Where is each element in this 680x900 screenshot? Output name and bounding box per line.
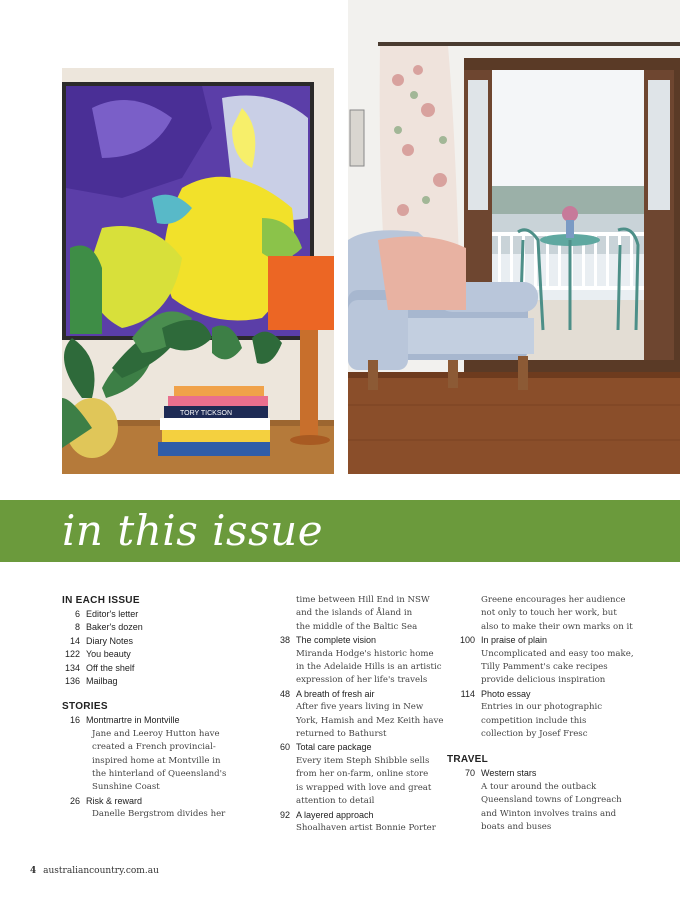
contents-column-3: [447, 594, 634, 835]
entry-page-number: 8: [74, 622, 80, 633]
entry-page-number: 6: [74, 609, 80, 619]
description-line: from her on-farm, online store: [296, 769, 429, 780]
page-number: 4: [30, 866, 37, 876]
contents-entry[interactable]: [262, 741, 437, 754]
entry-page-number: 114: [460, 688, 475, 699]
entry-description-continued: [262, 594, 437, 634]
entry-title: The complete vision: [296, 635, 377, 646]
entry-description: [62, 808, 252, 821]
entry-title: In praise of plain: [481, 635, 548, 646]
contents-entry[interactable]: [62, 648, 252, 661]
page-footer: [30, 866, 159, 876]
description-line: and Winton involves trains and: [481, 808, 617, 819]
description-line: the hinterland of Queensland's: [92, 769, 227, 780]
entry-page-number: 134: [64, 662, 80, 673]
description-line: After five years living in New: [296, 702, 424, 713]
entry-title: Diary Notes: [86, 635, 134, 646]
description-line: competition include this: [481, 715, 587, 726]
description-line: returned to Bathurst: [296, 729, 387, 740]
entry-page-number: 14: [69, 635, 80, 646]
contents-column-2: [262, 594, 444, 835]
entry-page-number: 136: [64, 676, 80, 687]
entry-page-number: 48: [279, 688, 290, 699]
entry-title: Off the shelf: [86, 662, 135, 673]
svg-text:TORY TICKSON: TORY TICKSON: [180, 410, 232, 417]
photo-painting-still-life: [62, 68, 334, 474]
description-line: collection by Josef Fresc: [481, 729, 588, 740]
section-heading-in-each-issue: IN EACH ISSUE: [62, 595, 140, 606]
description-line: inspired home at Montville in: [92, 755, 221, 766]
contents-entry[interactable]: [62, 675, 252, 688]
entry-title: Risk & reward: [86, 795, 143, 806]
description-line: is wrapped with love and great: [296, 782, 432, 793]
entry-description: [262, 701, 444, 741]
contents-entry[interactable]: [447, 688, 622, 701]
description-line: and the islands of Åland in: [296, 608, 413, 619]
description-line: time between Hill End in NSW: [296, 595, 430, 605]
armchair-scene-illustration: [348, 0, 680, 474]
description-line: Danelle Bergstrom divides her: [92, 809, 226, 820]
entry-description: [262, 648, 442, 688]
contents-entry[interactable]: [62, 621, 252, 634]
entry-description: [447, 781, 622, 835]
description-line: attention to detail: [296, 796, 375, 807]
entry-title: Photo essay: [481, 688, 531, 699]
description-line: Tilly Pamment's cake recipes: [481, 662, 608, 673]
entry-title: Total care package: [296, 742, 372, 753]
contents-entry[interactable]: [262, 634, 437, 647]
photo-armchair-veranda: [348, 0, 680, 474]
section-heading-stories: STORIES: [62, 701, 108, 713]
entry-page-number: 122: [64, 649, 80, 660]
description-line: boats and buses: [481, 822, 552, 833]
description-line: A tour around the outback: [481, 781, 597, 792]
entry-title: Mailbag: [86, 676, 118, 687]
entry-description: [262, 822, 437, 835]
description-line: Queensland towns of Longreach: [481, 795, 622, 806]
description-line: also to make their own marks on it: [481, 621, 633, 632]
description-line: Jane and Leeroy Hutton have: [92, 728, 220, 739]
contents-entry[interactable]: [62, 714, 252, 727]
description-line: Sunshine Coast: [92, 782, 160, 793]
entry-page-number: 70: [464, 768, 475, 779]
entry-description: [447, 648, 634, 688]
contents-entry[interactable]: [447, 767, 622, 780]
entry-title: Baker's dozen: [86, 622, 143, 633]
description-line: Every item Steph Shibble sells: [296, 755, 430, 766]
entry-description: [62, 728, 252, 795]
contents-column-1: [62, 594, 252, 822]
description-line: the middle of the Baltic Sea: [296, 621, 418, 632]
contents-entry[interactable]: [262, 688, 437, 701]
entry-title: A breath of fresh air: [296, 688, 375, 699]
description-line: not only to touch her work, but: [481, 608, 617, 619]
entry-page-number: 26: [69, 795, 80, 806]
description-line: created a French provincial-: [92, 742, 216, 753]
entry-title: Montmartre in Montville: [86, 715, 180, 726]
entry-page-number: 92: [279, 809, 290, 820]
description-line: provide delicious inspiration: [481, 675, 606, 686]
contents-entry[interactable]: [262, 809, 437, 822]
entry-page-number: 38: [279, 635, 290, 646]
entry-description: [262, 755, 437, 809]
description-line: Miranda Hodge's historic home: [296, 648, 434, 659]
entry-title: Editor's letter: [86, 609, 139, 619]
contents-entry[interactable]: [62, 795, 252, 808]
website-link[interactable]: australiancountry.com.au: [43, 866, 159, 876]
entry-title: A layered approach: [296, 809, 374, 820]
entry-title: You beauty: [86, 649, 131, 660]
contents-entry[interactable]: [447, 634, 622, 647]
entry-page-number: 60: [279, 742, 290, 753]
entry-description: [447, 701, 622, 741]
banner-title: in this issue: [62, 506, 324, 555]
contents-entry[interactable]: [62, 608, 252, 621]
entry-page-number: 100: [459, 635, 475, 646]
description-line: York, Hamish and Mez Keith have: [296, 715, 444, 726]
entry-title: Western stars: [481, 768, 537, 779]
description-line: Entries in our photographic: [481, 702, 603, 713]
description-line: Uncomplicated and easy too make,: [481, 648, 634, 659]
contents-entry[interactable]: [62, 662, 252, 675]
description-line: Shoalhaven artist Bonnie Porter: [296, 822, 436, 833]
description-line: in the Adelaide Hills is an artistic: [296, 662, 442, 673]
description-line: expression of her life's travels: [296, 675, 428, 686]
entry-description-continued: [447, 594, 633, 634]
description-line: Greene encourages her audience: [481, 595, 626, 605]
painting-scene-illustration: [62, 68, 334, 474]
section-banner: [0, 500, 680, 562]
contents-entry[interactable]: [62, 635, 252, 648]
section-heading-travel: TRAVEL: [447, 754, 489, 766]
entry-page-number: 16: [69, 715, 80, 726]
